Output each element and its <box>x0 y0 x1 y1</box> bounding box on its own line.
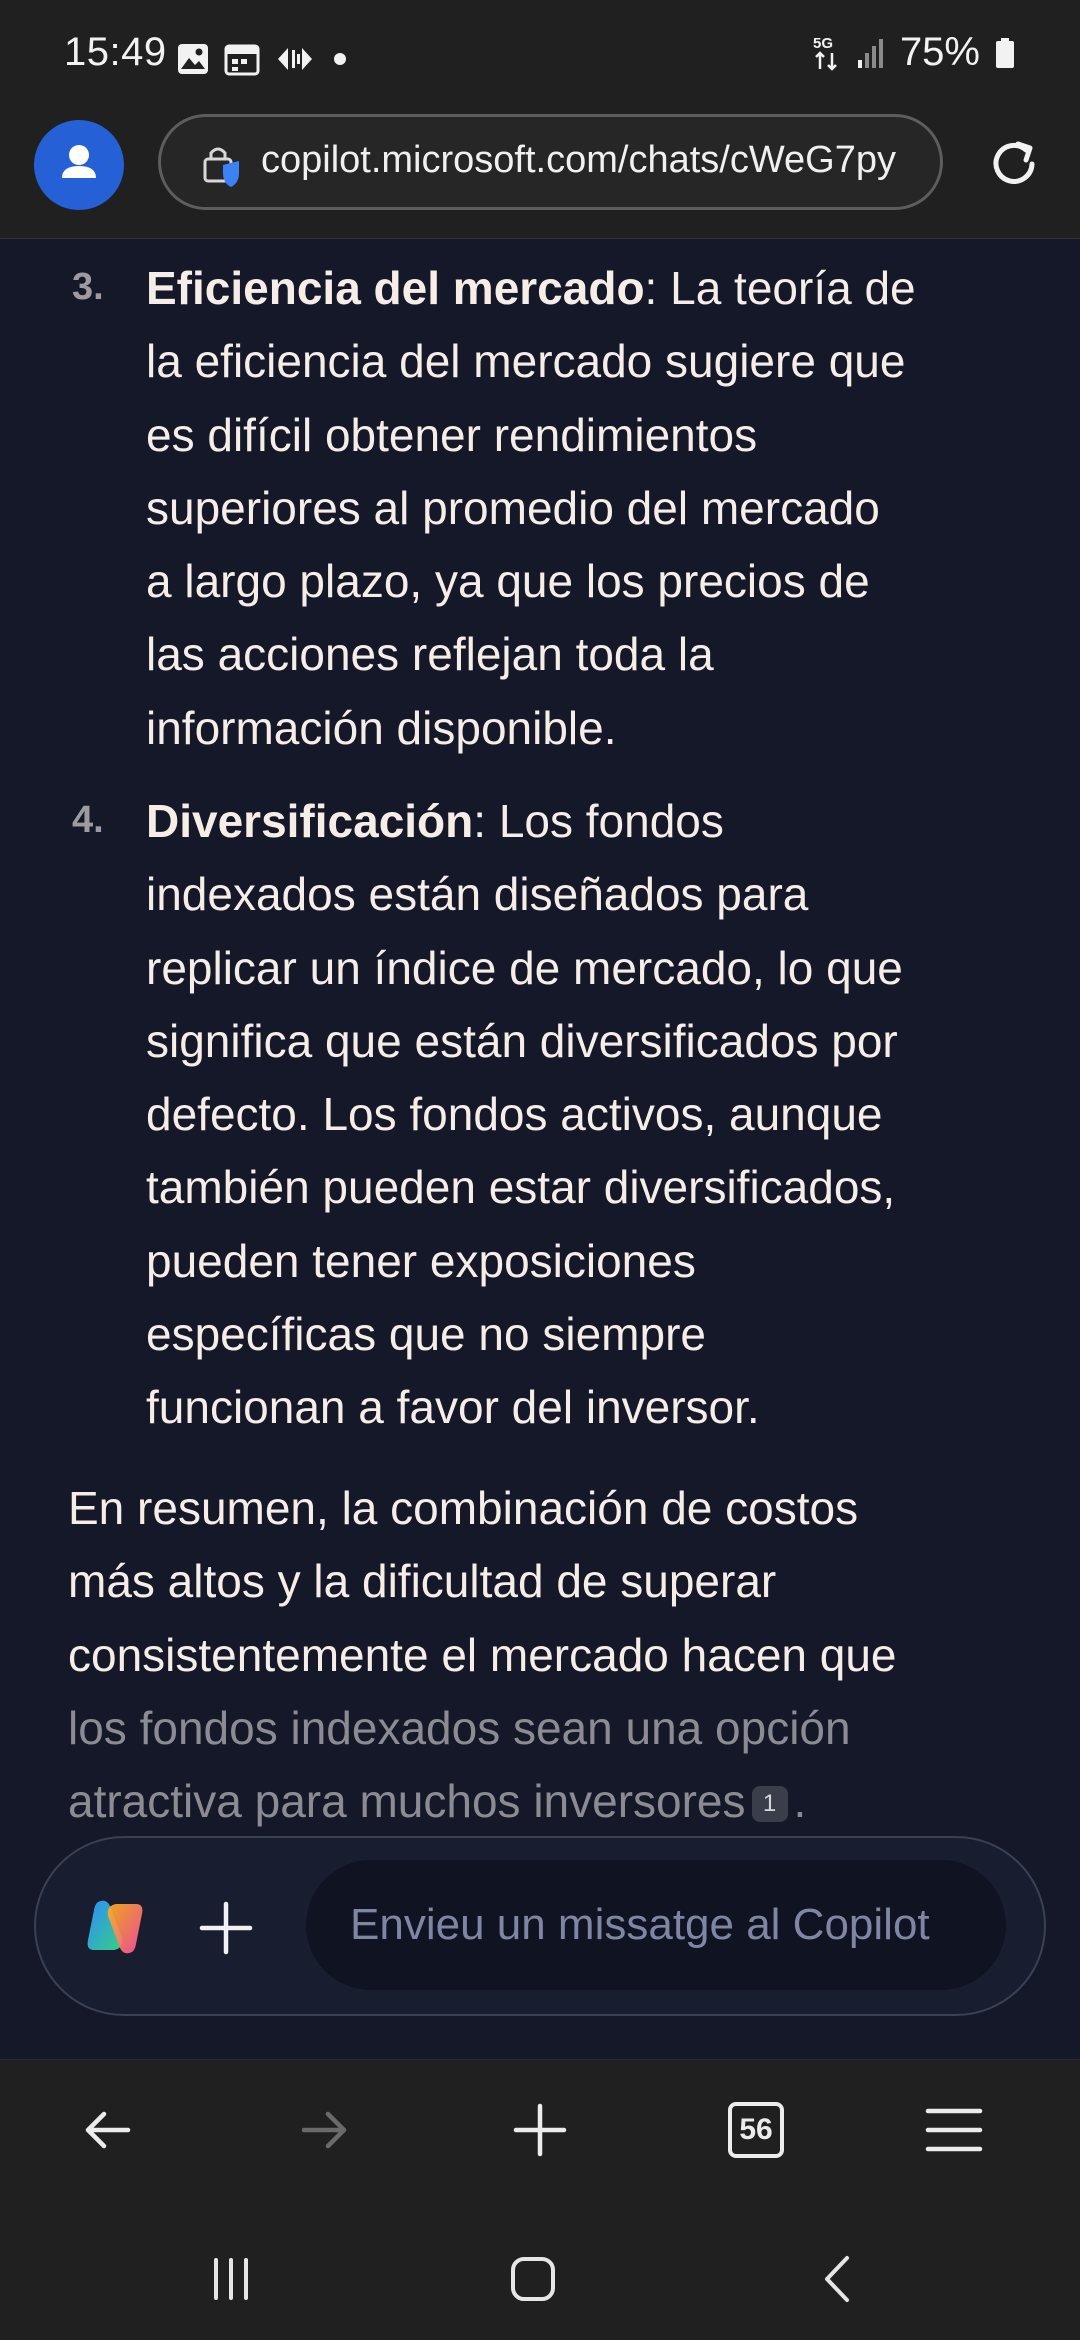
menu-icon <box>924 2105 984 2155</box>
text-line: más altos y la dificultad de superar <box>68 1555 777 1608</box>
home-icon <box>508 2254 558 2304</box>
message-composer <box>34 1836 1046 2016</box>
tabs-icon: 56 <box>728 2102 784 2158</box>
citation-badge[interactable]: 1 <box>752 1786 788 1822</box>
list-number: 3. <box>72 266 104 308</box>
gallery-icon <box>176 42 210 76</box>
text-line: es difícil obtener rendimientos <box>146 408 758 461</box>
back-icon <box>817 2254 857 2304</box>
profile-avatar[interactable] <box>34 120 124 210</box>
text-line: a largo plazo, ya que los precios de <box>146 555 870 608</box>
list-item-text <box>146 252 1026 765</box>
text-line: indexados están diseñados para <box>146 868 809 921</box>
signal-icon <box>856 36 886 70</box>
calendar-icon <box>224 42 260 76</box>
browser-toolbar <box>0 118 1080 239</box>
recent-apps-icon <box>206 2256 256 2302</box>
text-line: los fondos indexados sean una opción <box>68 1701 851 1754</box>
lock-shield-icon[interactable] <box>199 141 247 189</box>
battery-level: 75% <box>899 30 980 74</box>
battery-icon <box>994 36 1016 70</box>
address-bar[interactable] <box>158 114 943 210</box>
person-icon <box>34 120 124 210</box>
back-button[interactable] <box>68 2090 148 2170</box>
text-line: En resumen, la combinación de costos <box>68 1482 859 1534</box>
forward-button[interactable] <box>284 2090 364 2170</box>
text-line: también pueden estar diversificados, <box>146 1161 896 1214</box>
system-nav-bar <box>0 2209 1080 2340</box>
svg-text:5G: 5G <box>812 34 833 52</box>
new-tab-button[interactable] <box>500 2090 580 2170</box>
refresh-icon[interactable] <box>984 134 1044 194</box>
system-back-button[interactable] <box>792 2249 882 2309</box>
status-bar <box>0 0 1080 118</box>
text-line: significa que están diversificados por <box>146 1014 898 1067</box>
url-text[interactable]: copilot.microsoft.com/chats/cWeG7py <box>261 139 896 181</box>
list-item-title: Diversificación <box>146 795 474 847</box>
text-line: replicar un índice de mercado, lo que <box>146 941 903 994</box>
forward-arrow-icon <box>296 2102 352 2158</box>
message-input[interactable] <box>306 1860 1006 1990</box>
text-line: las acciones reflejan toda la <box>146 628 714 681</box>
text-line: información disponible. <box>146 701 617 754</box>
text-line: defecto. Los fondos activos, aunque <box>146 1088 883 1141</box>
text-line: atractiva para muchos inversores 1 . <box>68 1775 807 1828</box>
text-line: consistentemente el mercado hacen que <box>68 1628 897 1681</box>
list-number: 4. <box>72 799 104 841</box>
system-status-icons <box>812 30 1016 75</box>
summary-paragraph <box>68 1472 1028 1838</box>
menu-button[interactable] <box>914 2090 994 2170</box>
text-line: superiores al promedio del mercado <box>146 481 880 534</box>
home-button[interactable] <box>488 2249 578 2309</box>
text-line: pueden tener exposiciones <box>146 1234 696 1287</box>
text-line: la eficiencia del mercado sugiere que <box>146 335 906 388</box>
copilot-logo-icon[interactable] <box>80 1892 150 1962</box>
notification-icons <box>176 38 350 80</box>
back-arrow-icon <box>80 2102 136 2158</box>
browser-bottom-nav <box>0 2059 1080 2210</box>
text-line: Diversificación: Los fondos <box>146 795 724 847</box>
text-line: Eficiencia del mercado: La teoría de <box>146 262 916 314</box>
chat-response <box>0 239 1080 2059</box>
plus-icon[interactable] <box>196 1898 256 1958</box>
new-tab-plus-icon <box>510 2100 570 2160</box>
text-line: específicas que no siempre <box>146 1308 706 1361</box>
notification-dot-icon <box>330 42 350 76</box>
network-5g-icon <box>812 33 842 73</box>
tabs-button[interactable] <box>716 2090 796 2170</box>
recent-apps-button[interactable] <box>186 2249 276 2309</box>
text-line: funcionan a favor del inversor. <box>146 1381 760 1434</box>
status-time: 15:49 <box>64 30 167 74</box>
list-item-text <box>146 785 1026 1445</box>
list-item-title: Eficiencia del mercado <box>146 262 645 314</box>
audio-routing-icon <box>274 42 316 76</box>
